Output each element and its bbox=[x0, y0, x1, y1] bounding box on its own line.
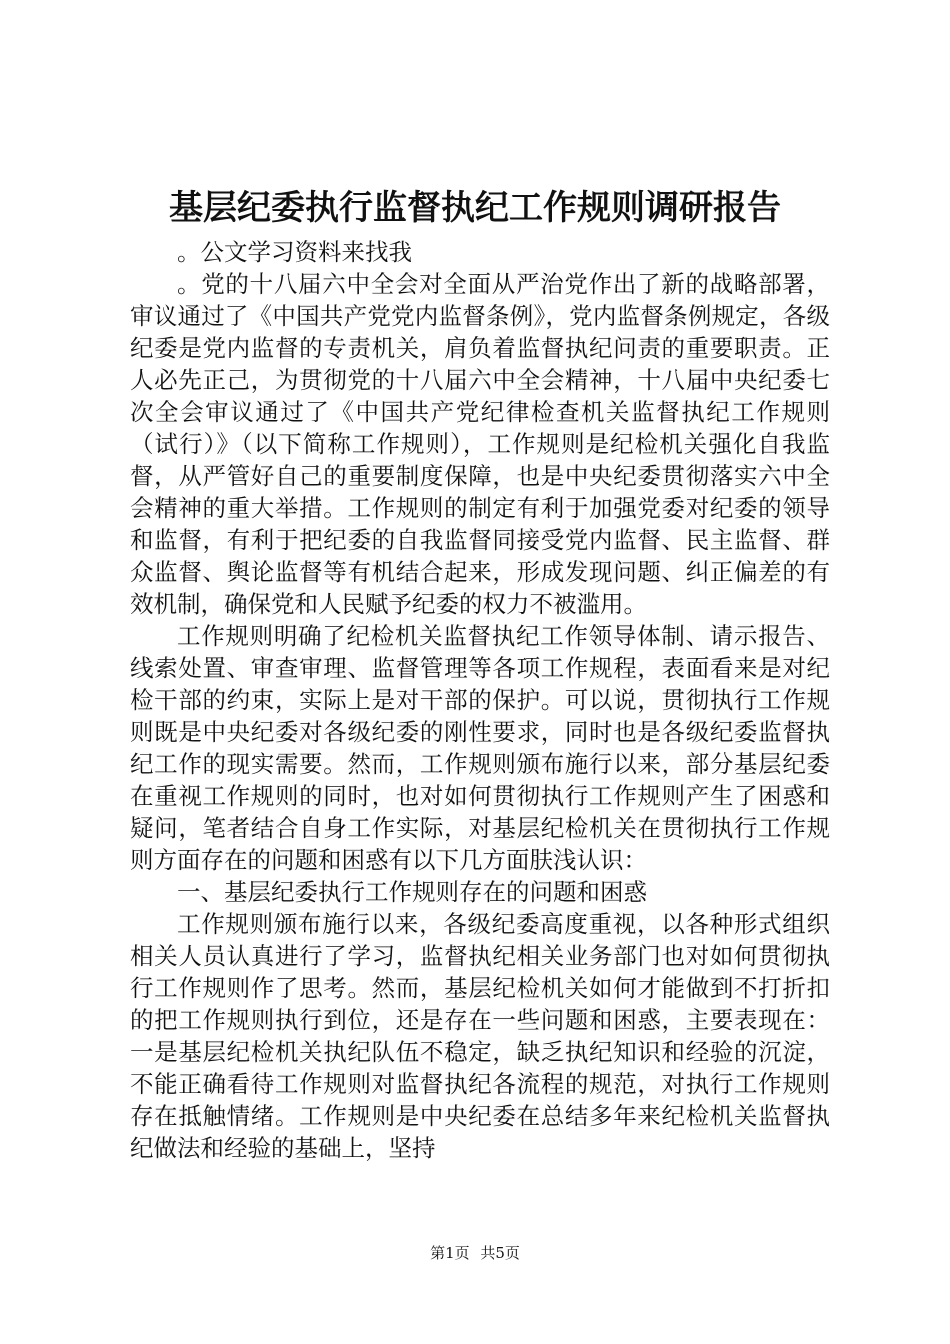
paragraph-significance: 工作规则明确了纪检机关监督执纪工作领导体制、请示报告、线索处置、审查审理、监督管理等各项工作规程，表面看来是对纪检干部的约束，实际上是对干部的保护。可以说，贯彻执行工作规则既是中央纪委对各级纪委的刚性要求，同时也是各级纪委监督执纪工作的现实需要。然而，工作规则颁布施行以来，部分基层纪委在重视工作规则的同时，也对如何贯彻执行工作规则产生了困惑和疑问，笔者结合自身工作实际，对基层纪检机关在贯彻执行工作规则方面存在的问题和困惑有以下几方面肤浅认识： bbox=[130, 622, 830, 874]
page-footer bbox=[0, 1243, 950, 1263]
page-count: 共5页 bbox=[480, 1244, 520, 1262]
paragraph-background: 。党的十八届六中全会对全面从严治党作出了新的战略部署，审议通过了《中国共产党党内监督条例》，党内监督条例规定，各级纪委是党内监督的专责机关，肩负着监督执纪问责的重要职责。正人必先正己，为贯彻党的十八届六中全会精神，十八届中央纪委七次全会审议通过了《中国共产党纪律检查机关监督执纪工作规则（试行）》（以下简称工作规则），工作规则是纪检机关强化自我监督，从严管好自己的重要制度保障，也是中央纪委贯彻落实六中全会精神的重大举措。工作规则的制定有利于加强党委对纪委的领导和监督，有利于把纪委的自我监督同接受党内监督、民主监督、群众监督、舆论监督等有机结合起来，形成发现问题、纠正偏差的有效机制，确保党和人民赋予纪委的权力不被滥用。 bbox=[130, 270, 830, 618]
section-heading-problems: 一、基层纪委执行工作规则存在的问题和困惑 bbox=[177, 878, 647, 906]
paragraph-problems: 工作规则颁布施行以来，各级纪委高度重视，以各种形式组织相关人员认真进行了学习，监督执纪相关业务部门也对如何贯彻执行工作规则作了思考。然而，基层纪检机关如何才能做到不打折扣的把工作规则执行到位，还是存在一些问题和困惑，主要表现在：一是基层纪检机关执纪队伍不稳定，缺乏执纪知识和经验的沉淀，不能正确看待工作规则对监督执纪各流程的规范，对执行工作规则存在抵触情绪。工作规则是中央纪委在总结多年来纪检机关监督执纪做法和经验的基础上，坚持 bbox=[130, 910, 830, 1162]
page-number: 第1页 bbox=[430, 1244, 470, 1262]
document-body bbox=[130, 236, 830, 1164]
paragraph-intro-note: 。公文学习资料来找我 bbox=[177, 238, 412, 266]
document-title: 基层纪委执行监督执纪工作规则调研报告 bbox=[169, 188, 781, 228]
